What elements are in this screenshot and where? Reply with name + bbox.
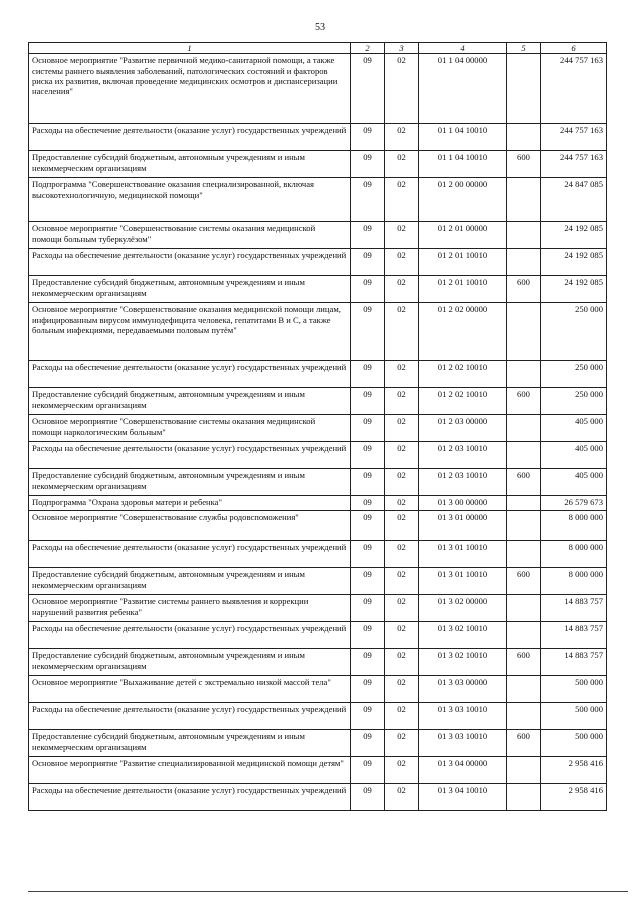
amount-cell: 250 000 [541, 388, 607, 415]
subsection-cell: 02 [385, 511, 419, 541]
subsection-cell: 02 [385, 388, 419, 415]
expense-type-cell [507, 622, 541, 649]
table-row [29, 676, 607, 703]
section-cell: 09 [351, 568, 385, 595]
table-row [29, 784, 607, 811]
expense-type-cell [507, 496, 541, 511]
table-body [29, 54, 607, 811]
expense-type-cell: 600 [507, 568, 541, 595]
name-cell: Основное мероприятие "Развитие системы раннего выявления и коррекции нарушений развития ребенка" [29, 595, 351, 622]
section-cell: 09 [351, 442, 385, 469]
section-cell: 09 [351, 703, 385, 730]
table-row [29, 249, 607, 276]
table-row [29, 568, 607, 595]
table-row [29, 442, 607, 469]
table-row [29, 730, 607, 757]
target-article-cell: 01 2 03 10010 [419, 442, 507, 469]
subsection-cell: 02 [385, 415, 419, 442]
amount-cell: 250 000 [541, 361, 607, 388]
amount-cell: 24 847 085 [541, 178, 607, 222]
table-row [29, 622, 607, 649]
expense-type-cell [507, 676, 541, 703]
header-col-5: 5 [507, 43, 541, 54]
amount-cell: 2 958 416 [541, 784, 607, 811]
subsection-cell: 02 [385, 703, 419, 730]
expense-type-cell [507, 511, 541, 541]
section-cell: 09 [351, 276, 385, 303]
expense-type-cell: 600 [507, 151, 541, 178]
table-row [29, 361, 607, 388]
target-article-cell: 01 3 04 10010 [419, 784, 507, 811]
target-article-cell: 01 2 01 10010 [419, 249, 507, 276]
subsection-cell: 02 [385, 757, 419, 784]
subsection-cell: 02 [385, 54, 419, 124]
target-article-cell: 01 2 03 00000 [419, 415, 507, 442]
table-row [29, 388, 607, 415]
table-row [29, 757, 607, 784]
amount-cell: 24 192 085 [541, 276, 607, 303]
subsection-cell: 02 [385, 303, 419, 361]
section-cell: 09 [351, 784, 385, 811]
amount-cell: 244 757 163 [541, 124, 607, 151]
target-article-cell: 01 3 01 00000 [419, 511, 507, 541]
name-cell: Подпрограмма "Совершенствование оказания специализированной, включая высокотехнологичную, медицинской помощи" [29, 178, 351, 222]
name-cell: Расходы на обеспечение деятельности (оказание услуг) государственных учреждений [29, 541, 351, 568]
amount-cell: 500 000 [541, 676, 607, 703]
expense-type-cell [507, 124, 541, 151]
expense-type-cell [507, 541, 541, 568]
section-cell: 09 [351, 249, 385, 276]
amount-cell: 26 579 673 [541, 496, 607, 511]
header-row [29, 43, 607, 54]
expense-type-cell: 600 [507, 276, 541, 303]
subsection-cell: 02 [385, 361, 419, 388]
subsection-cell: 02 [385, 469, 419, 496]
expense-type-cell [507, 54, 541, 124]
subsection-cell: 02 [385, 541, 419, 568]
name-cell: Предоставление субсидий бюджетным, автономным учреждениям и иным некоммерческим организациям [29, 568, 351, 595]
name-cell: Основное мероприятие "Развитие специализированной медицинской помощи детям" [29, 757, 351, 784]
name-cell: Предоставление субсидий бюджетным, автономным учреждениям и иным некоммерческим организациям [29, 730, 351, 757]
amount-cell: 14 883 757 [541, 622, 607, 649]
expense-type-cell: 600 [507, 469, 541, 496]
amount-cell: 244 757 163 [541, 54, 607, 124]
subsection-cell: 02 [385, 496, 419, 511]
target-article-cell: 01 3 01 10010 [419, 541, 507, 568]
table-row [29, 595, 607, 622]
expense-type-cell [507, 415, 541, 442]
target-article-cell: 01 3 02 10010 [419, 622, 507, 649]
section-cell: 09 [351, 415, 385, 442]
name-cell: Расходы на обеспечение деятельности (оказание услуг) государственных учреждений [29, 442, 351, 469]
name-cell: Основное мероприятие "Совершенствование системы оказания медицинской помощи наркологическим больным" [29, 415, 351, 442]
budget-table [28, 42, 607, 811]
table-row [29, 54, 607, 124]
name-cell: Расходы на обеспечение деятельности (оказание услуг) государственных учреждений [29, 249, 351, 276]
name-cell: Расходы на обеспечение деятельности (оказание услуг) государственных учреждений [29, 703, 351, 730]
section-cell: 09 [351, 469, 385, 496]
header-col-4: 4 [419, 43, 507, 54]
section-cell: 09 [351, 595, 385, 622]
section-cell: 09 [351, 730, 385, 757]
table-row [29, 178, 607, 222]
name-cell: Расходы на обеспечение деятельности (оказание услуг) государственных учреждений [29, 784, 351, 811]
name-cell: Предоставление субсидий бюджетным, автономным учреждениям и иным некоммерческим организациям [29, 276, 351, 303]
target-article-cell: 01 2 01 10010 [419, 276, 507, 303]
subsection-cell: 02 [385, 249, 419, 276]
target-article-cell: 01 3 03 10010 [419, 703, 507, 730]
name-cell: Расходы на обеспечение деятельности (оказание услуг) государственных учреждений [29, 622, 351, 649]
target-article-cell: 01 3 03 10010 [419, 730, 507, 757]
name-cell: Расходы на обеспечение деятельности (оказание услуг) государственных учреждений [29, 124, 351, 151]
section-cell: 09 [351, 124, 385, 151]
header-col-1: 1 [29, 43, 351, 54]
expense-type-cell [507, 442, 541, 469]
table-row [29, 703, 607, 730]
subsection-cell: 02 [385, 676, 419, 703]
amount-cell: 8 000 000 [541, 568, 607, 595]
section-cell: 09 [351, 388, 385, 415]
name-cell: Основное мероприятие "Совершенствование службы родовспоможения" [29, 511, 351, 541]
target-article-cell: 01 3 03 00000 [419, 676, 507, 703]
amount-cell: 24 192 085 [541, 249, 607, 276]
amount-cell: 500 000 [541, 703, 607, 730]
amount-cell: 2 958 416 [541, 757, 607, 784]
name-cell: Основное мероприятие "Совершенствование оказания медицинской помощи лицам, инфицированным вирусом иммунодефицита человека, гепатитами В и С, а также больным инфекциями, передаваемыми половым путём" [29, 303, 351, 361]
expense-type-cell: 600 [507, 388, 541, 415]
amount-cell: 14 883 757 [541, 595, 607, 622]
name-cell: Предоставление субсидий бюджетным, автономным учреждениям и иным некоммерческим организациям [29, 649, 351, 676]
amount-cell: 500 000 [541, 730, 607, 757]
name-cell: Основное мероприятие "Совершенствование системы оказания медицинской помощи больным туберкулёзом" [29, 222, 351, 249]
subsection-cell: 02 [385, 276, 419, 303]
target-article-cell: 01 3 04 00000 [419, 757, 507, 784]
subsection-cell: 02 [385, 151, 419, 178]
subsection-cell: 02 [385, 622, 419, 649]
section-cell: 09 [351, 303, 385, 361]
target-article-cell: 01 2 02 10010 [419, 388, 507, 415]
subsection-cell: 02 [385, 595, 419, 622]
target-article-cell: 01 3 02 10010 [419, 649, 507, 676]
table-row [29, 496, 607, 511]
expense-type-cell [507, 757, 541, 784]
name-cell: Расходы на обеспечение деятельности (оказание услуг) государственных учреждений [29, 361, 351, 388]
subsection-cell: 02 [385, 568, 419, 595]
table-row [29, 415, 607, 442]
amount-cell: 8 000 000 [541, 511, 607, 541]
expense-type-cell [507, 249, 541, 276]
table-row [29, 541, 607, 568]
target-article-cell: 01 2 02 10010 [419, 361, 507, 388]
expense-type-cell [507, 361, 541, 388]
target-article-cell: 01 2 02 00000 [419, 303, 507, 361]
section-cell: 09 [351, 622, 385, 649]
section-cell: 09 [351, 222, 385, 249]
target-article-cell: 01 3 00 00000 [419, 496, 507, 511]
expense-type-cell: 600 [507, 730, 541, 757]
target-article-cell: 01 2 01 00000 [419, 222, 507, 249]
amount-cell: 405 000 [541, 442, 607, 469]
amount-cell: 250 000 [541, 303, 607, 361]
section-cell: 09 [351, 541, 385, 568]
expense-type-cell [507, 703, 541, 730]
amount-cell: 405 000 [541, 469, 607, 496]
header-col-3: 3 [385, 43, 419, 54]
header-col-2: 2 [351, 43, 385, 54]
subsection-cell: 02 [385, 730, 419, 757]
subsection-cell: 02 [385, 649, 419, 676]
name-cell: Основное мероприятие "Развитие первичной медико-санитарной помощи, а также системы раннего выявления заболеваний, патологических состояний и факторов риска их развития, включая проведение медицинских осмотров и диспансеризации населения" [29, 54, 351, 124]
name-cell: Основное мероприятие "Выхаживание детей с экстремально низкой массой тела" [29, 676, 351, 703]
expense-type-cell [507, 784, 541, 811]
section-cell: 09 [351, 54, 385, 124]
amount-cell: 24 192 085 [541, 222, 607, 249]
target-article-cell: 01 1 04 00000 [419, 54, 507, 124]
target-article-cell: 01 1 04 10010 [419, 124, 507, 151]
page-number: 53 [315, 22, 325, 33]
target-article-cell: 01 2 03 10010 [419, 469, 507, 496]
amount-cell: 14 883 757 [541, 649, 607, 676]
expense-type-cell: 600 [507, 649, 541, 676]
name-cell: Предоставление субсидий бюджетным, автономным учреждениям и иным некоммерческим организациям [29, 469, 351, 496]
expense-type-cell [507, 303, 541, 361]
name-cell: Предоставление субсидий бюджетным, автономным учреждениям и иным некоммерческим организациям [29, 388, 351, 415]
target-article-cell: 01 3 02 00000 [419, 595, 507, 622]
subsection-cell: 02 [385, 124, 419, 151]
target-article-cell: 01 1 04 10010 [419, 151, 507, 178]
subsection-cell: 02 [385, 222, 419, 249]
amount-cell: 8 000 000 [541, 541, 607, 568]
table-row [29, 511, 607, 541]
section-cell: 09 [351, 649, 385, 676]
section-cell: 09 [351, 361, 385, 388]
target-article-cell: 01 3 01 10010 [419, 568, 507, 595]
section-cell: 09 [351, 757, 385, 784]
name-cell: Подпрограмма "Охрана здоровья матери и ребенка" [29, 496, 351, 511]
section-cell: 09 [351, 178, 385, 222]
amount-cell: 405 000 [541, 415, 607, 442]
target-article-cell: 01 2 00 00000 [419, 178, 507, 222]
expense-type-cell [507, 178, 541, 222]
subsection-cell: 02 [385, 178, 419, 222]
section-cell: 09 [351, 676, 385, 703]
name-cell: Предоставление субсидий бюджетным, автономным учреждениям и иным некоммерческим организациям [29, 151, 351, 178]
expense-type-cell [507, 222, 541, 249]
section-cell: 09 [351, 151, 385, 178]
subsection-cell: 02 [385, 442, 419, 469]
table-row [29, 303, 607, 361]
expense-type-cell [507, 595, 541, 622]
table-row [29, 276, 607, 303]
table-row [29, 649, 607, 676]
amount-cell: 244 757 163 [541, 151, 607, 178]
section-cell: 09 [351, 496, 385, 511]
table-row [29, 151, 607, 178]
table-row [29, 222, 607, 249]
section-cell: 09 [351, 511, 385, 541]
table-row [29, 124, 607, 151]
footer-divider [28, 891, 628, 892]
header-col-6: 6 [541, 43, 607, 54]
table-row [29, 469, 607, 496]
subsection-cell: 02 [385, 784, 419, 811]
